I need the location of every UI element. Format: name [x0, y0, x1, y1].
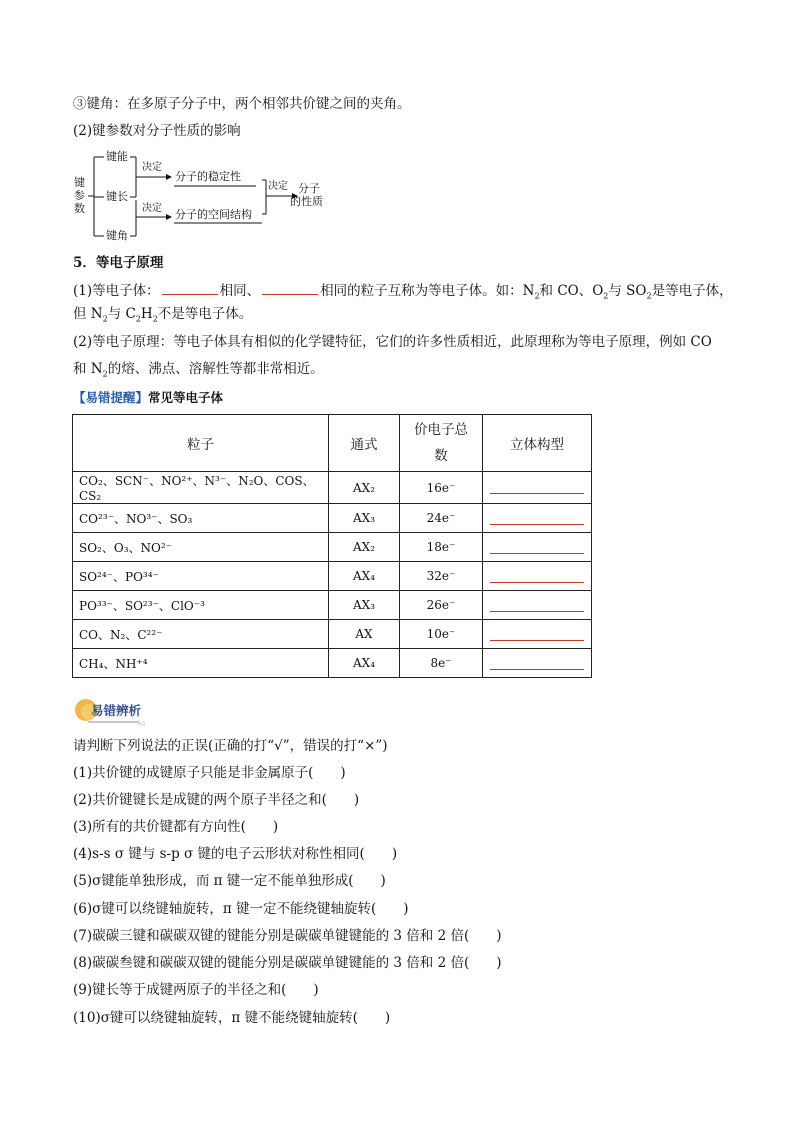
svg-text:I◁: I◁ — [138, 720, 145, 726]
blank-1 — [162, 280, 218, 295]
table-row — [73, 472, 592, 504]
isoelectronic-definition — [73, 280, 733, 301]
diagram-decide-3: 决定 — [268, 181, 288, 192]
diagram-props-2: 的性质 — [290, 195, 323, 208]
cell-geometry-blank[interactable] — [483, 533, 592, 562]
cell-particles: SO₂、O₃、NO²⁻ — [73, 533, 329, 562]
principle-line-1: (2)等电子原理：等电子体具有相似的化学键特征，它们的许多性质相近，此原理称为等电子原理，例如 CO — [73, 334, 712, 350]
diagram-structure: 分子的空间结构 — [175, 208, 252, 221]
question-item: (5)σ键能单独形成，而 π 键一定不能单独形成( ) — [73, 873, 386, 889]
cell-formula: AX — [329, 620, 400, 649]
cell-formula: AX₂ — [329, 533, 400, 562]
sub: 2 — [102, 369, 108, 379]
bond-angle-line: ③键角：在多原子分子中，两个相邻共价键之间的夹角。 — [73, 96, 411, 112]
sub: 2 — [646, 291, 652, 301]
badge-label: 易错辨析 — [91, 703, 142, 718]
cell-particles: CO₂、SCN⁻、NO²⁺、N³⁻、N₂O、COS、CS₂ — [73, 472, 329, 504]
question-item: (9)键长等于成键两原子的半径之和( ) — [73, 982, 319, 998]
table-header-row — [73, 415, 592, 472]
def2-part-c: H — [140, 306, 153, 322]
def-part-d: 和 CO、O — [539, 283, 604, 299]
answer-line — [490, 524, 584, 525]
cell-geometry-blank[interactable] — [483, 591, 592, 620]
header-formula: 通式 — [329, 415, 400, 472]
principle-part-a: 和 N — [73, 361, 103, 377]
diagram-stability: 分子的稳定性 — [175, 170, 241, 183]
section-5-heading: 5．等电子原理 — [73, 255, 164, 271]
table-row — [73, 533, 592, 562]
table-row — [73, 649, 592, 678]
question-item: (7)碳碳三键和碳碳双键的键能分别是碳碳单键键能的 3 倍和 2 倍( ) — [73, 928, 502, 944]
sub: 2 — [534, 291, 540, 301]
cell-geometry-blank[interactable] — [483, 472, 592, 504]
def2-part-b: 与 C — [107, 306, 136, 322]
principle-part-b: 的熔、沸点、溶解性等都非常相近。 — [107, 361, 324, 377]
cell-geometry-blank[interactable] — [483, 562, 592, 591]
blank-2 — [262, 280, 318, 295]
def-part-a: (1)等电子体： — [73, 283, 160, 299]
root-char-3: 数 — [74, 202, 85, 215]
cell-formula: AX₃ — [329, 504, 400, 533]
question-item: (3)所有的共价键都有方向性( ) — [73, 819, 279, 835]
question-item: (1)共价键的成键原子只能是非金属原子( ) — [73, 765, 346, 781]
sub: 2 — [135, 314, 141, 324]
diagram-energy: 键能 — [106, 150, 128, 163]
answer-line — [490, 493, 584, 494]
error-analysis-badge — [74, 698, 146, 724]
tip-title: 常见等电子体 — [148, 390, 224, 405]
cell-particles: SO²⁴⁻、PO³⁴⁻ — [73, 562, 329, 591]
sub: 2 — [603, 291, 609, 301]
cell-formula: AX₄ — [329, 649, 400, 678]
answer-line — [490, 611, 584, 612]
header-electrons: 价电子总数 — [400, 415, 483, 472]
def-part-b: 相同、 — [219, 283, 261, 299]
isoelectronic-table — [72, 414, 592, 678]
question-item: (2)共价键键长是成键的两个原子半径之和( ) — [73, 792, 360, 808]
root-char-1: 键 — [74, 176, 85, 189]
question-item: (10)σ键可以绕键轴旋转，π 键不能绕键轴旋转( ) — [73, 1010, 391, 1026]
cell-electrons: 10e⁻ — [400, 620, 483, 649]
cell-electrons: 18e⁻ — [400, 533, 483, 562]
table-row — [73, 591, 592, 620]
header-particles: 粒子 — [73, 415, 329, 472]
cell-particles: PO³³⁻、SO²³⁻、ClO⁻³ — [73, 591, 329, 620]
answer-line — [490, 553, 584, 554]
def2-part-d: 不是等电子体。 — [157, 306, 253, 322]
cell-particles: CO²³⁻、NO³⁻、SO₃ — [73, 504, 329, 533]
tip-heading — [73, 388, 223, 406]
diagram-length: 键长 — [106, 190, 128, 203]
table-row — [73, 504, 592, 533]
answer-line — [490, 669, 584, 670]
question-item: (6)σ键可以绕键轴旋转，π 键一定不能绕键轴旋转( ) — [73, 901, 409, 917]
cell-electrons: 8e⁻ — [400, 649, 483, 678]
table-row — [73, 562, 592, 591]
cell-geometry-blank[interactable] — [483, 649, 592, 678]
cell-electrons: 26e⁻ — [400, 591, 483, 620]
diagram-decide-1: 决定 — [142, 162, 162, 173]
cell-formula: AX₄ — [329, 562, 400, 591]
diagram-angle: 键角 — [106, 229, 128, 242]
def-part-f: 是等电子体， — [651, 283, 733, 299]
sub: 2 — [102, 314, 108, 324]
sub: 2 — [152, 314, 158, 324]
cell-electrons: 32e⁻ — [400, 562, 483, 591]
diagram-props-1: 分子 — [298, 182, 320, 195]
principle-line-2 — [73, 359, 324, 379]
cell-formula: AX₃ — [329, 591, 400, 620]
answer-line — [490, 640, 584, 641]
tip-bracket: 【易错提醒】 — [73, 390, 149, 405]
diagram-lines — [0, 0, 400, 260]
cell-particles: CH₄、NH⁺⁴ — [73, 649, 329, 678]
header-geometry: 立体构型 — [483, 415, 592, 472]
cell-formula: AX₂ — [329, 472, 400, 504]
answer-line — [490, 582, 584, 583]
cell-electrons: 16e⁻ — [400, 472, 483, 504]
root-char-2: 参 — [74, 189, 85, 202]
def-part-e: 与 SO — [608, 283, 647, 299]
cell-geometry-blank[interactable] — [483, 504, 592, 533]
def2-part-a: 但 N — [73, 306, 103, 322]
def-part-c: 相同的粒子互称为等电子体。如：N — [320, 283, 535, 299]
cell-geometry-blank[interactable] — [483, 620, 592, 649]
question-prompt: 请判断下列说法的正误(正确的打“√”，错误的打“×”) — [73, 738, 388, 754]
diagram-decide-2: 决定 — [142, 203, 162, 214]
isoelectronic-exception — [73, 304, 252, 324]
question-item: (4)s-s σ 键与 s-p σ 键的电子云形状对称性相同( ) — [73, 846, 398, 862]
influence-title: (2)键参数对分子性质的影响 — [73, 123, 241, 139]
table-row — [73, 620, 592, 649]
question-item: (8)碳碳叁键和碳碳双键的键能分别是碳碳单键键能的 3 倍和 2 倍( ) — [73, 955, 502, 971]
cell-particles: CO、N₂、C²²⁻ — [73, 620, 329, 649]
cell-electrons: 24e⁻ — [400, 504, 483, 533]
